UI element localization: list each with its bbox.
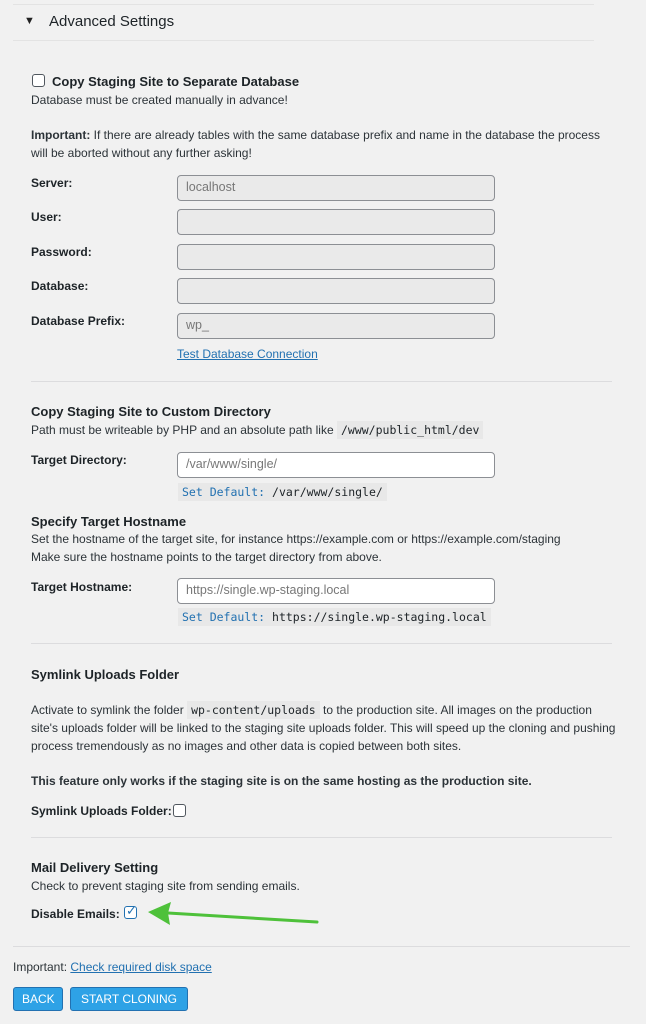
target-hostname-input[interactable]: https://single.wp-staging.local [177, 578, 495, 604]
triangle-down-icon[interactable]: ▼ [24, 15, 35, 27]
separate-db-note: Database must be created manually in advance! [31, 93, 288, 107]
top-divider [13, 4, 594, 5]
hostname-title: Specify Target Hostname [31, 514, 187, 529]
custom-dir-desc [31, 421, 483, 439]
database-label: Database: [31, 279, 89, 293]
separate-db-checkbox[interactable] [32, 74, 45, 87]
footer-divider [13, 946, 630, 947]
symlink-desc-line3: process tremendously as no images and other data is copied between both sites. [31, 739, 462, 753]
separate-db-label: Copy Staging Site to Separate Database [52, 74, 300, 89]
hostname-desc-2: Make sure the hostname points to the target directory from above. [31, 550, 382, 564]
db-prefix-field[interactable]: wp_ [177, 313, 495, 339]
start-cloning-button[interactable]: START CLONING [70, 987, 188, 1011]
user-label: User: [31, 210, 62, 224]
green-arrow-icon [140, 898, 330, 928]
footer-important-label: Important: [13, 960, 68, 974]
uploads-folder-code: wp-content/uploads [187, 701, 320, 719]
disk-space-row [13, 958, 212, 976]
target-hostname-label: Target Hostname: [31, 580, 133, 594]
symlink-desc-line1 [31, 701, 616, 719]
hostname-set-default-value: https://single.wp-staging.local [272, 610, 487, 624]
hostname-set-default-label: Set Default: [182, 610, 266, 624]
back-button[interactable]: BACK [13, 987, 63, 1011]
server-field[interactable]: localhost [177, 175, 495, 201]
symlink-warning: This feature only works if the staging site is on the same hosting as the production site. [31, 774, 532, 788]
disable-emails-label: Disable Emails: [31, 907, 120, 921]
checkmark-icon: ✓ [126, 903, 137, 918]
symlink-desc-post: to the production site. All images on the production [323, 703, 592, 717]
advanced-settings-title[interactable]: Advanced Settings [49, 13, 175, 30]
arrow-head [148, 902, 171, 925]
mail-desc: Check to prevent staging site from sending emails. [31, 879, 300, 893]
header-divider [13, 40, 594, 41]
set-default-value: /var/www/single/ [272, 485, 383, 499]
user-field[interactable] [177, 209, 495, 235]
database-field[interactable] [177, 278, 495, 304]
hostname-desc-1: Set the hostname of the target site, for instance https://example.com or https://example.com/staging [31, 532, 561, 546]
custom-dir-desc-text: Path must be writeable by PHP and an absolute path like [31, 423, 334, 437]
password-field[interactable] [177, 244, 495, 270]
target-dir-input[interactable]: /var/www/single/ [177, 452, 495, 478]
disable-emails-checkbox[interactable] [124, 903, 137, 919]
db-prefix-label: Database Prefix: [31, 314, 126, 328]
arrow-shaft [168, 913, 317, 922]
section-divider [31, 381, 612, 382]
set-default-label: Set Default: [182, 485, 266, 499]
hostname-default[interactable] [178, 608, 491, 626]
important-label: Important: [31, 128, 91, 142]
custom-dir-title: Copy Staging Site to Custom Directory [31, 404, 271, 419]
mail-title: Mail Delivery Setting [31, 860, 159, 875]
symlink-desc [31, 701, 616, 755]
symlink-desc-line2: site's uploads folder will be linked to the staging site uploads folder. This will speed up the cloning and pushing [31, 721, 616, 735]
important-text: If there are already tables with the same database prefix and name in the database the process will be aborted without any further asking! [31, 128, 600, 160]
password-label: Password: [31, 245, 92, 259]
example-path-code: /www/public_html/dev [337, 421, 483, 439]
target-dir-label: Target Directory: [31, 453, 127, 467]
server-label: Server: [31, 176, 73, 190]
target-dir-default[interactable] [178, 483, 387, 501]
symlink-desc-pre: Activate to symlink the folder [31, 703, 184, 717]
symlink-title: Symlink Uploads Folder [31, 667, 180, 682]
symlink-checkbox-label: Symlink Uploads Folder: [31, 804, 172, 818]
symlink-checkbox[interactable] [173, 804, 186, 817]
section-divider [31, 837, 612, 838]
test-db-connection-link[interactable]: Test Database Connection [177, 347, 318, 361]
important-notice [31, 126, 611, 162]
section-divider [31, 643, 612, 644]
check-disk-space-link[interactable]: Check required disk space [70, 960, 212, 974]
